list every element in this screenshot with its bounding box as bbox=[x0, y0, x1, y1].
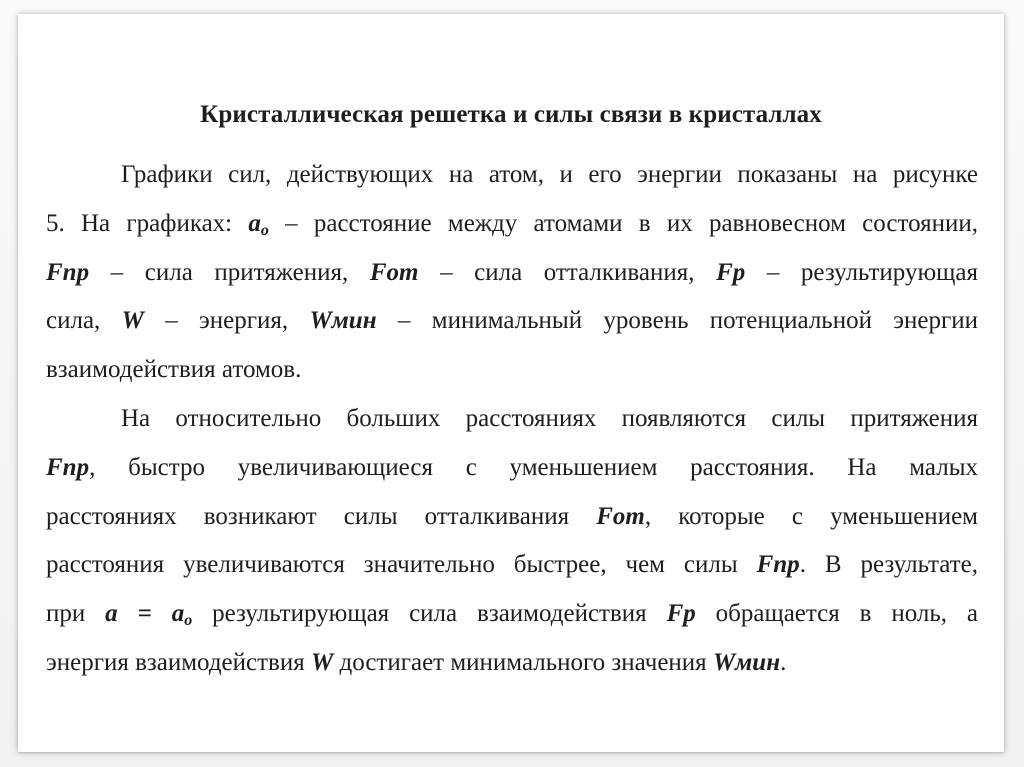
text-run: результирующая сила взаимодействия bbox=[192, 600, 667, 628]
subscript-o: o bbox=[184, 612, 193, 630]
text-run: при bbox=[46, 600, 106, 628]
symbol-fpr: Fпр bbox=[46, 453, 90, 481]
text-run: энергия взаимодействия bbox=[46, 648, 311, 676]
text-line bbox=[46, 346, 978, 395]
text-run: . В результате, bbox=[799, 551, 978, 579]
symbol-wmin: Wмин bbox=[309, 307, 377, 335]
text-run: Графики сил, действующих на атом, и его энергии показаны на рисунке bbox=[121, 161, 978, 188]
symbol-w: W bbox=[311, 648, 334, 676]
symbol-a: a bbox=[171, 600, 185, 628]
symbol-w: W bbox=[121, 307, 144, 335]
page-title: Кристаллическая решетка и силы связи в кристаллах bbox=[200, 101, 822, 128]
text-run: На относительно больших расстояниях появляются силы притяжения bbox=[121, 404, 978, 432]
text-line bbox=[46, 151, 978, 200]
text-run: , быстро увеличивающиеся с уменьшением расстояния. На малых bbox=[89, 453, 978, 481]
text-line bbox=[46, 639, 978, 688]
symbol-fp: Fр bbox=[666, 600, 696, 628]
text-run: , которые с уменьшением bbox=[644, 502, 978, 530]
text-run: – энергия, bbox=[143, 307, 310, 335]
text-run: – расстояние между атомами в их равновесном состоянии, bbox=[268, 209, 978, 237]
text-run: расстояниях возникают силы отталкивания bbox=[46, 502, 597, 530]
text-run: 5. На графиках: bbox=[46, 209, 249, 237]
symbol-fot: Fот bbox=[596, 502, 645, 530]
symbol-fp: Fр bbox=[716, 258, 746, 286]
symbol-fot: Fот bbox=[369, 258, 419, 286]
text-run: обращается в ноль, а bbox=[695, 600, 978, 628]
text-run: – минимальный уровень потенциальной энергии bbox=[376, 307, 978, 335]
text-line bbox=[46, 590, 978, 639]
symbol-a: a bbox=[248, 209, 261, 237]
paragraph-1 bbox=[46, 151, 978, 395]
equals-sign: = bbox=[117, 600, 172, 628]
text-run: – результирующая bbox=[745, 258, 978, 286]
symbol-fpr: Fпр bbox=[756, 551, 800, 579]
body-text bbox=[46, 151, 978, 688]
text-run: – сила отталкивания, bbox=[418, 258, 717, 286]
text-line bbox=[46, 200, 978, 249]
symbol-fpr: Fпр bbox=[46, 258, 90, 286]
text-run: . bbox=[780, 648, 787, 676]
document-page bbox=[18, 14, 1004, 752]
text-run: достигает минимального значения bbox=[333, 648, 713, 676]
text-line bbox=[46, 444, 978, 493]
text-line bbox=[46, 395, 978, 444]
symbol-wmin: Wмин bbox=[712, 648, 781, 676]
text-run: сила, bbox=[46, 307, 122, 335]
text-run: взаимодействия атомов. bbox=[46, 356, 302, 384]
subscript-o: o bbox=[260, 221, 269, 239]
text-line bbox=[46, 493, 978, 542]
text-line bbox=[46, 249, 978, 298]
symbol-a: a bbox=[105, 600, 118, 628]
paragraph-2 bbox=[46, 395, 978, 688]
text-run: расстояния увеличиваются значительно быстрее, чем силы bbox=[46, 551, 757, 579]
text-line bbox=[46, 541, 978, 590]
text-run: – сила притяжения, bbox=[89, 258, 370, 286]
text-line bbox=[46, 297, 978, 346]
